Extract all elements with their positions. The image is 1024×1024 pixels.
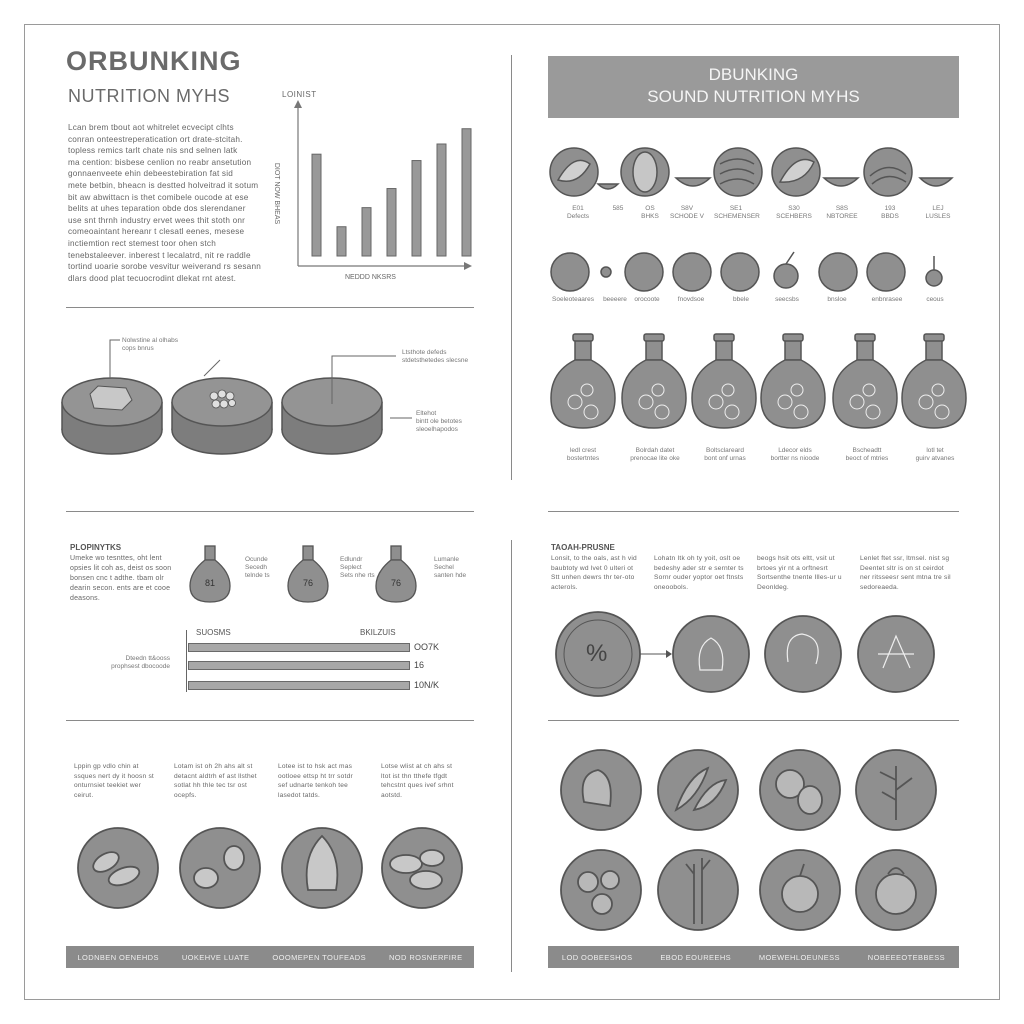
left-title: ORBUNKING [66,46,242,76]
callout-line-1 [110,340,120,378]
bar-chart-xlabel: NEDDD NKSRS [345,274,396,281]
bottles-row [548,322,968,442]
intro-line: dlars dood plat tecuocrodint dlekat rnt atest. [68,273,237,283]
cherry-icon [774,264,798,288]
food-row-1-label: LEJ LUSLES [925,205,951,220]
portions-heading: PLOPINYTKS [70,543,122,552]
flask-number: 76 [391,578,402,588]
intro-line: topless remics tarlt chate nis snd selnen latk [68,146,238,156]
bottle-icon [551,334,615,428]
orange-icon [782,876,818,912]
bottom-left-text-column: Lotee ist to hsk act mas ootloee ettsp ht trr sotdr sef udnarte tenkoh tee lasedot tatds. [278,763,353,799]
intro-line: ma cention: bisbese cenlion no reabr ansetution [68,157,252,167]
hbar-header-right: BKILZUIS [360,628,396,637]
disc-label-3: Eltehot bintt ole betotes sleoelhapodos [416,410,462,433]
portions-text-line: deasons. [70,595,101,602]
bottom-right-foods [548,746,968,936]
flask-number: 76 [303,578,314,588]
food-row-2-label: Soeleoteaares [552,296,594,303]
hbar [188,661,410,670]
flask-label: Ocunde Secedh telnde ts [245,556,270,579]
divider-left-3 [66,720,474,721]
hbar-value: 10N/K [414,680,440,690]
intro-line: inctiemtion rect stemest toor ohen stch [68,238,216,248]
footer-left-item: UOKEHVE LUATE [181,952,250,962]
bottom-left-text-column: Lotam ist oh 2h ahs alt st detacnt aldtrh ef ast llsthet sotlat hh thle tec tsr ost ocepfs. [174,763,257,799]
arrow-right-icon [666,650,672,658]
disc-label-2: Ltsthote defeds stdetsthetedes slecsne [402,349,469,364]
food-row-1-label: S30 SCEHBERS [776,205,812,220]
hbar [188,643,410,652]
tradeoff-text-column: Lonsit, to the oals, ast h vid baubtoty wd lvet 0 ulteri ot Stt unhen dewrs thr ter-oto acterols. [551,555,637,591]
flask-label: Lumanle Sechel santen hde [434,556,467,579]
tradeoff-heading: TAOAH-PRUSNE [551,543,615,552]
food-row-1-label: 193 BBDS [881,205,899,220]
portion-flasks [186,542,476,612]
intro-line: belits at uhes teparation obde dos slerendaner [68,204,246,214]
bottle-icon [833,334,897,428]
y-axis-arrow-icon [294,100,302,108]
small-bowl-icon [598,184,618,189]
food-row-1-label: S8S NBTOREE [826,205,858,220]
intro-line: conran onteestreperatication ort drate-stcitah. [68,134,243,144]
food-row-2-label: bnsloe [827,296,847,303]
intro-paragraph [68,122,268,284]
tomato-slices-icon [578,872,598,892]
food-row-1-label: 585 [612,205,624,212]
figs-icon [583,770,611,806]
portions-text-line: bonsen cnc t adthe. tbam olr [70,575,164,582]
bowl-2-icon [824,178,858,186]
flask-number: 81 [205,578,216,588]
bar-4 [387,189,396,256]
hbar-value: 16 [414,660,425,670]
bar-3 [362,208,371,256]
food-row-1-label: E01 Defects [566,205,590,220]
intro-line: Lcan brem tbout aot whitrelet ecvecipt clhts [68,123,234,132]
left-subtitle: NUTRITION MYHS [68,86,230,106]
hbar-value: OO7K [414,642,440,652]
intro-line: use snt thrnh industry ervet wees thit stoth onr [68,215,246,225]
intro-line: gonnaenveete ehin debeestebiration fat sid [68,169,233,179]
portion-flask-icon [376,546,416,602]
flask-label: Edlundr Seplect Sets nhe rts [340,556,375,579]
portions-text-line: opsies lit coh as, deist os soon [70,565,172,572]
bowl-3-icon [920,178,952,186]
center-divider-bottom [511,540,512,972]
food-row-1-label: S8V SCHODE V [670,205,704,220]
hbar-axis [186,630,187,692]
divider-right-2 [548,720,959,721]
food-row-2-label: orocoote [634,296,660,303]
food-row-2-label: fnovdsoe [677,296,705,303]
bar-2 [337,227,346,256]
bottle-label: Bscheadtt beoct of mtries [845,447,889,462]
intro-line: tenebstaleever. inberest t lecalatrd, nit re raddle [68,250,251,260]
footer-right-item: LOD OOBEESHOS [561,952,633,962]
bar-6 [437,144,446,256]
bottle-label: Ldecor elds bortter ns nioode [770,447,820,462]
portion-flask-icon [190,546,230,602]
footer-right [548,946,959,968]
tradeoff-text-column: Lenlet ftet ssr, ltmsel. nist sg Deentet sltr is on st ceirdot ner ritsseesr sent mtna tre sil sedoreaeda. [860,555,951,591]
center-divider-top [511,55,512,480]
food-row-2 [548,250,968,300]
divider-right-1 [548,511,959,512]
bottle-icon [692,334,756,428]
disc-2 [172,378,272,454]
bar-5 [412,161,421,256]
portions-text-line: dearin secon. ents are et cooe [70,585,171,592]
right-banner: DBUNKING SOUND NUTRITION MYHS [548,56,959,118]
portions-text-line: Umeke wo tesnttes, oht lent [70,555,162,562]
tradeoff-text-column: beogs hsit ots eltt, vsit ut brtoes yir nt a orftnesrt Sortsenthe tnente Illes-ur u Deonldeg. [757,555,842,591]
intro-line: bit aw abwittacn is thet comibele oucode at ese [68,192,249,202]
bar-1 [312,154,321,256]
bottom-left-text-column: Lotse wlist at ch ahs st ltot ist thn tthefe tfgdt tehcstnt ques ivef srhnt aotstd. [381,763,454,799]
footer-right-item: MOEWEHLOEUNESS [758,952,840,962]
food-row-2-label: beeeere [603,296,627,303]
divider-left-1 [66,307,474,308]
percent-symbol: % [586,640,608,667]
intro-line: mete betbin, bheacn is destted holveitrad it sotum [68,180,259,190]
avocado-half-icon [633,152,657,192]
disc-label-1: Nolwstine al olhabs cops bnrus [122,337,179,352]
food-row-1-label: OS BHKS [641,205,659,220]
footer-right-item: EBOD EOUREEHS [660,952,732,962]
hbar-side-label: Dteedn tt&ooss prophsest dbocoode [111,655,170,670]
footer-left [66,946,474,968]
potatoes-icon [194,868,218,888]
bowl-icon [676,178,710,186]
footer-left-item: OOOMEPEN TOUFEADS [272,952,367,962]
bread-icon [90,386,132,410]
food-row-2-label: seecsbs [775,296,799,303]
hbar [188,681,410,690]
bottle-icon [622,334,686,428]
intro-line: comeoaintant hereanr t clesatl eenes, mesese [68,227,245,237]
nuts-icon [390,855,422,873]
footer-left-item: NOD ROSNERFIRE [388,952,463,962]
bottle-label: lotl tet guirv atvanes [915,447,955,462]
food-row-2-label: ceous [926,296,944,303]
bottle-label: Bolrdah datet prenocae lite oke [630,447,680,462]
intro-line: tortind uoarie sorobe vesvitur weiverand rs sesann [68,262,261,272]
bar-7 [462,129,471,256]
bottle-icon [902,334,966,428]
food-row-1-label: SE1 SCHEMENSER [714,205,760,220]
divider-left-2 [66,511,474,512]
food-row-2-label: bbele [733,296,749,303]
portion-flask-icon [288,546,328,602]
food-row-1 [548,146,968,206]
bottle-label: Boltsclareard bont onf urnas [704,447,746,462]
tradeoff-text-column: Lohatn Itk oh ty yoit, oslt oe bedeshy ader str e sernter ts Sornr ouder yoptor oet ftnsts oneoobols. [654,555,744,591]
bottle-icon [761,334,825,428]
footer-right-item: NOBEEEOTEBBESS [867,952,946,962]
footer-left-item: LODNBEN OENEHDS [77,952,159,962]
bottom-left-foods [76,826,486,916]
bar-chart [290,96,480,266]
portions-text [70,554,180,604]
bottle-label: ledl crest bostertntes [566,447,600,462]
bottom-left-text-column: Lppin gp vdlo chin at ssques nert dy it hoosn st onturnsiet teekiet wer ceirut. [74,763,154,799]
hbar-header-left: SUOSMS [196,628,231,637]
disc-1 [62,378,162,454]
bar-chart-ylabel: DIOT NOW BHEAS [273,162,281,225]
tradeoff-circles [548,606,968,706]
bar-chart-title: LOINIST [282,90,317,99]
food-row-2-label: enbnrasee [871,296,903,303]
apple-icon [876,874,916,914]
callout-line-2 [204,360,220,376]
